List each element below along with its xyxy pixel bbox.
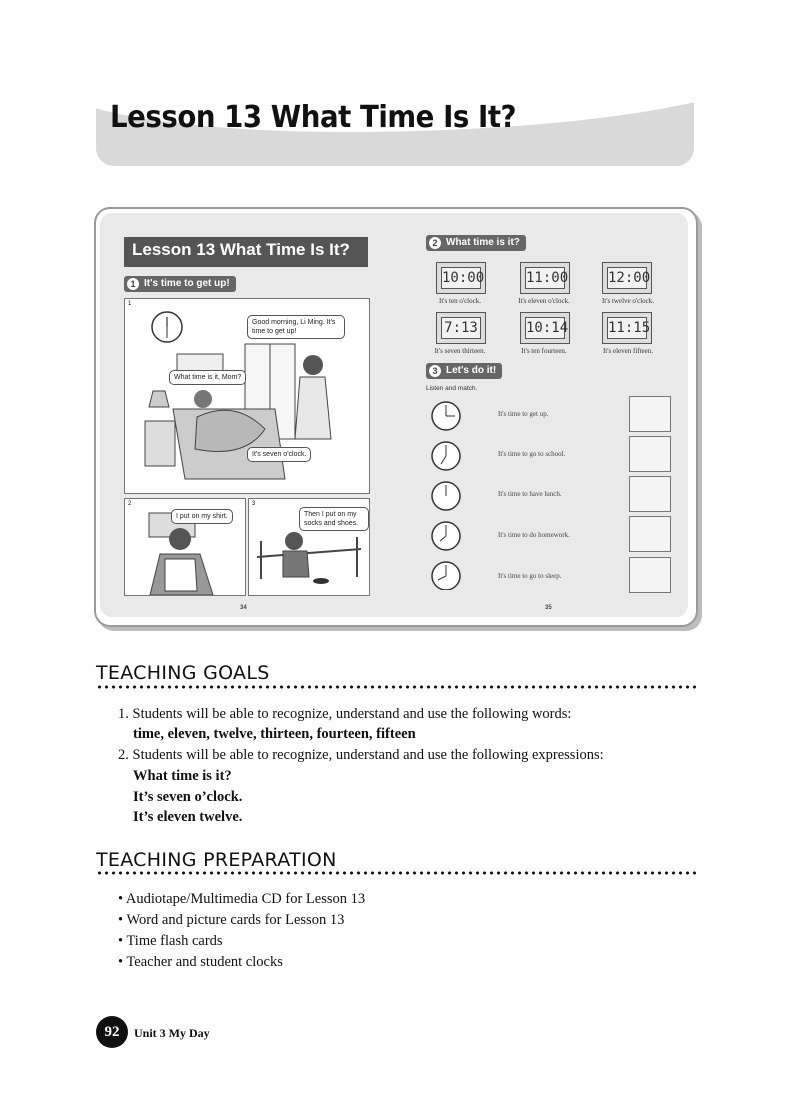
section-2-number: 2 bbox=[429, 237, 441, 249]
digital-clock bbox=[602, 262, 652, 294]
speech-bubble-shirt: I put on my shirt. bbox=[171, 509, 233, 524]
dotted-divider bbox=[96, 871, 696, 875]
dotted-divider bbox=[96, 685, 696, 689]
digital-clock bbox=[436, 312, 486, 344]
speech-bubble-seven: It's seven o'clock. bbox=[247, 447, 311, 462]
page-title: Lesson 13 What Time Is It? bbox=[110, 100, 517, 135]
analog-clock-icon bbox=[432, 482, 460, 510]
listen-match-instruction: Listen and match. bbox=[426, 385, 478, 392]
speech-bubble-socks: Then I put on my socks and shoes. bbox=[299, 507, 369, 531]
preparation-item: • Audiotape/Multimedia CD for Lesson 13 bbox=[118, 891, 366, 907]
analog-clock-icon bbox=[432, 442, 460, 470]
preparation-item: • Word and picture cards for Lesson 13 bbox=[118, 912, 345, 928]
match-sentence: It's time to get up. bbox=[498, 410, 549, 418]
analog-clock-icon bbox=[432, 562, 460, 590]
goal-expression: It’s eleven twelve. bbox=[133, 809, 243, 825]
analog-clock-icon bbox=[432, 402, 460, 430]
preparation-item: • Time flash cards bbox=[118, 933, 223, 949]
section-2-label bbox=[426, 235, 526, 251]
panel-3-number: 3 bbox=[252, 501, 256, 507]
clock-caption: It's eleven o'clock. bbox=[518, 297, 570, 305]
match-sentence: It's time to go to sleep. bbox=[498, 572, 562, 580]
digital-clock-time: 10:14 bbox=[525, 317, 565, 339]
goal-expression: What time is it? bbox=[133, 768, 232, 784]
digital-clock bbox=[602, 312, 652, 344]
clock-caption: It's seven thirteen. bbox=[434, 347, 486, 355]
digital-clock bbox=[520, 262, 570, 294]
digital-clock bbox=[436, 262, 486, 294]
speech-bubble-good-morning: Good morning, Li Ming. It's time to get up! bbox=[247, 315, 345, 339]
unit-label: Unit 3 My Day bbox=[134, 1026, 210, 1040]
textbook-title: Lesson 13 What Time Is It? bbox=[132, 240, 350, 259]
preparation-item: • Teacher and student clocks bbox=[118, 954, 283, 970]
teaching-preparation-heading: TEACHING PREPARATION bbox=[96, 849, 337, 871]
goal-expression: It’s seven o’clock. bbox=[133, 789, 243, 805]
section-3-number: 3 bbox=[429, 365, 441, 377]
activity-picture bbox=[629, 476, 671, 512]
clock-caption: It's eleven fifteen. bbox=[602, 347, 654, 355]
digital-clock bbox=[520, 312, 570, 344]
match-sentence: It's time to have lunch. bbox=[498, 490, 562, 498]
activity-picture bbox=[629, 557, 671, 593]
teaching-goals-heading: TEACHING GOALS bbox=[96, 662, 270, 684]
comic-panel-1 bbox=[124, 298, 370, 494]
textbook-page-right: 35 bbox=[545, 605, 552, 611]
clock-caption: It's ten o'clock. bbox=[439, 297, 481, 305]
section-1-label bbox=[124, 276, 236, 292]
speech-bubble-what-time: What time is it, Mom? bbox=[169, 370, 246, 385]
section-1-text: It's time to get up! bbox=[144, 278, 230, 289]
page-number-badge: 92 bbox=[96, 1016, 128, 1048]
section-3-text: Let's do it! bbox=[446, 365, 497, 376]
match-sentence: It's time to do homework. bbox=[498, 531, 570, 539]
goal-item-1: 1. Students will be able to recognize, understand and use the following words: bbox=[118, 706, 572, 722]
textbook-page-left: 34 bbox=[240, 605, 247, 611]
section-3-label bbox=[426, 363, 502, 379]
analog-clock-icon bbox=[432, 522, 460, 550]
activity-picture bbox=[629, 516, 671, 552]
goal-words: time, eleven, twelve, thirteen, fourteen, fifteen bbox=[133, 726, 416, 742]
digital-clock-time: 10:00 bbox=[441, 267, 481, 289]
section-2-text: What time is it? bbox=[446, 237, 520, 248]
activity-picture bbox=[629, 436, 671, 472]
digital-clock-time: 11:00 bbox=[525, 267, 565, 289]
digital-clock-time: 7:13 bbox=[441, 317, 481, 339]
panel-2-number: 2 bbox=[128, 501, 132, 507]
digital-clock-time: 12:00 bbox=[607, 267, 647, 289]
goal-item-2: 2. Students will be able to recognize, understand and use the following expressions: bbox=[118, 747, 604, 763]
clock-caption: It's twelve o'clock. bbox=[601, 297, 655, 305]
panel-1-number: 1 bbox=[128, 301, 132, 307]
match-sentence: It's time to go to school. bbox=[498, 450, 566, 458]
analog-clocks bbox=[428, 398, 464, 590]
section-1-number: 1 bbox=[127, 278, 139, 290]
activity-picture bbox=[629, 396, 671, 432]
comic-panel-3 bbox=[248, 498, 370, 596]
clock-caption: It's ten fourteen. bbox=[521, 347, 567, 355]
comic-panel-2 bbox=[124, 498, 246, 596]
digital-clock-time: 11:15 bbox=[607, 317, 647, 339]
